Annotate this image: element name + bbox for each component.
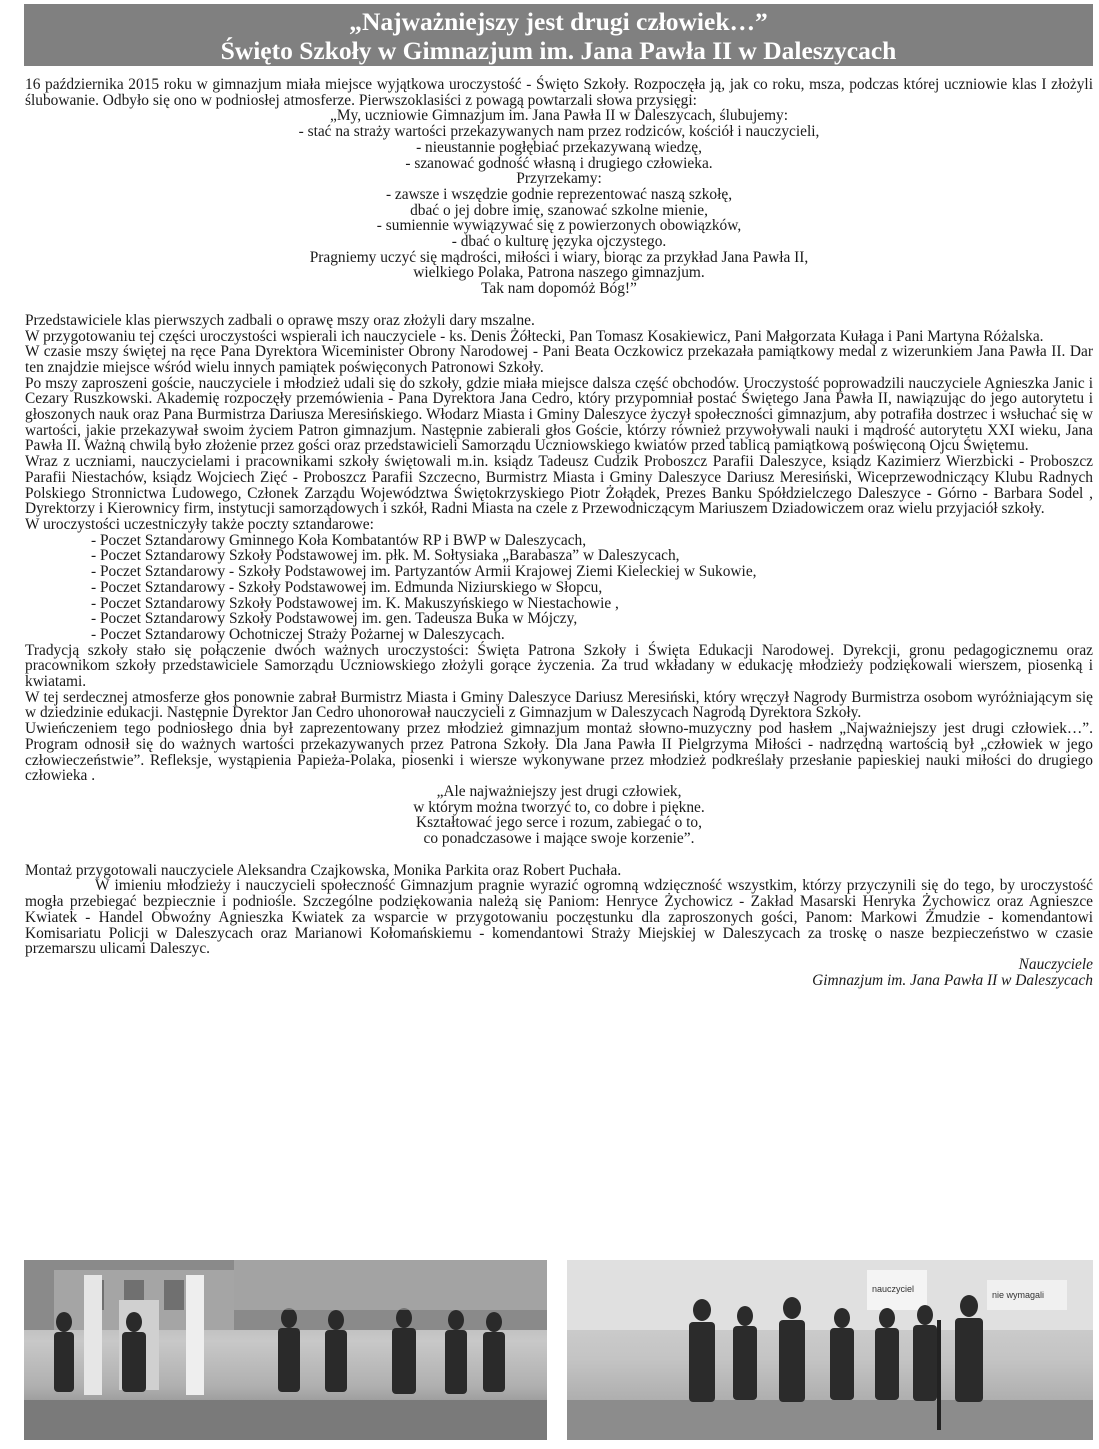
banner-list: [25, 533, 1093, 643]
intro-paragraph: 16 października 2015 roku w gimnazjum miała miejsce wyjątkowa uroczystość - Święto Szkoły. Rozpoczęła ją, jak co roku, msza, podczas której uczniowie klas I złożyli ślubowanie. Odbyło się ono w podniosłej atmosferze. Pierwszoklasiści z powagą powtarzali słowa przysięgi:: [25, 76, 1093, 109]
banner-list-item: - Poczet Sztandarowy - Szkoły Podstawowej im. Edmunda Niziurskiego w Słopcu,: [91, 578, 603, 596]
banner-text-2: nie wymagali: [992, 1290, 1045, 1300]
banner-list-item: - Poczet Sztandarowy Ochotniczej Straży Pożarnej w Daleszycach.: [91, 625, 505, 643]
oath-line: - zawsze i wszędzie godnie reprezentować naszą szkołę,: [385, 185, 733, 203]
quote-line: Kształtować jego serce i rozum, zabiegać o to,: [416, 814, 702, 832]
quote-block: [25, 784, 1093, 847]
signature-line1: Nauczyciele: [1018, 955, 1093, 973]
body-paragraph: Wraz z uczniami, nauczycielami i pracownikami szkoły świętowali m.in. ksiądz Tadeusz Cudzik Proboszcz Parafii Daleszyce, ksiądz Kazimierz Wierzbicki - Proboszcz Parafii Niestachów, ksiądz Wojciech Zięć - Proboszcz Parafii Szczecno, Burmistrz Miasta i Gminy Daleszyce Dariusz Meresiński, Wiceprzewodniczący Klubu Radnych Polskiego Stronnictwa Ludowego, Członek Zarządu Województwa Świętokrzyskiego Piotr Żołądek, Prezes Banku Spółdzielczego Daleszyce - Górno - Barbara Sodel , Dyrektorzy i Kierownicy firm, instytucji samorządowych i szkół, Radni Miasta na czele z Przewodniczącym Mariuszem Dziadowiczem oraz wielu przyjaciół szkoły.: [25, 453, 1093, 518]
body-paragraph: Tradycją szkoły stało się połączenie dwóch ważnych uroczystości: Święta Patrona Szkoły i Święta Edukacji Narodowej. Dyrekcji, gronu pedagogicznemu oraz pracownikom szkoły przedstawiciele Samorządu Uczniowskiego złożyli gorące życzenia. Za trud wkładany w edukację młodzieży podziękowali wierszem, piosenką i kwiatami.: [25, 641, 1093, 691]
body-paragraph: Uwieńczeniem tego podniosłego dnia był zaprezentowany przez młodzież gimnazjum montaż słowno-muzyczny pod hasłem „Najważniejszy jest drugi człowiek…”. Program odnosił się do ważnych wartości przekazywanych przez Patrona Szkoły. Dla Jana Pawła II Pielgrzyma Miłości - nadrzędną wartością był „człowiek w jego człowieczeństwie”. Refleksje, wystąpienia Papieża-Polaka, piosenki i wiersze wykonywane przez młodzież podkreślały przesłanie papieskiej nauki miłości do drugiego człowieka .: [25, 720, 1093, 785]
oath-block: [25, 108, 1093, 296]
quote-line: w którym można tworzyć to, co dobre i piękne.: [413, 798, 705, 816]
oath-line: - szanować godność własną i drugiego człowieka.: [405, 154, 713, 172]
oath-line: - nieustannie pogłębiać przekazywaną wiedzę,: [416, 138, 702, 156]
body-paragraph: W tej serdecznej atmosferze głos ponownie zabrał Burmistrz Miasta i Gminy Daleszyce Dariusz Meresiński, który wręczył Nagrody Burmistrza osobom wyróżniającym się w dziedzinie edukacji. Następnie Dyrektor Jan Cedro uhonorował nauczycieli z Gimnazjum w Daleszycach Nagrodą Dyrektora Szkoły.: [25, 688, 1093, 722]
oath-line: „My, uczniowie Gimnazjum im. Jana Pawła II w Daleszycach, ślubujemy:: [329, 107, 789, 125]
article-body: [25, 77, 1093, 988]
signature-line2: Gimnazjum im. Jana Pawła II w Daleszycach: [812, 971, 1093, 989]
oath-line: Przyrzekamy:: [516, 170, 602, 188]
header-title-line2: Święto Szkoły w Gimnazjum im. Jana Pawła II w Daleszycach: [220, 36, 897, 65]
oath-line: - stać na straży wartości przekazywanych nam przez rodziców, kościół i nauczycieli,: [298, 123, 820, 141]
body-paragraph: W czasie mszy świętej na ręce Pana Dyrektora Wiceminister Obrony Narodowej - Pani Beata Oczkowicz przekazała pamiątkowy medal z wizerunkiem Jana Pawła II. Dar ten znajdzie miejsce wśród wielu innych pamiątek poświęconych Patronowi Szkoły.: [25, 343, 1093, 376]
oath-line: Tak nam dopomóż Bóg!”: [481, 280, 637, 298]
body-paragraph: W uroczystości uczestniczyły także poczty sztandarowe:: [25, 515, 374, 533]
header-title-line1: „Najważniejszy jest drugi człowiek…”: [349, 7, 768, 36]
oath-line: - dbać o kulturę języka ojczystego.: [451, 233, 667, 251]
oath-line: dbać o jej dobre imię, szanować szkolne mienie,: [410, 201, 708, 219]
article-header: [24, 4, 1093, 66]
banner-list-item: - Poczet Sztandarowy - Szkoły Podstawowej im. Partyzantów Armii Krajowej Ziemi Kieleckiej w Sukowie,: [91, 563, 757, 581]
banner-list-item: - Poczet Sztandarowy Gminnego Koła Kombatantów RP i BWP w Daleszycach,: [91, 531, 587, 549]
photo-strip: [24, 1260, 1093, 1440]
students-photo: [24, 1260, 547, 1440]
body-paragraph: Po mszy zaproszeni goście, nauczyciele i młodzież udali się do szkoły, gdzie miała miejsce dalsza część obchodów. Uroczystość poprowadzili nauczyciele Agnieszka Janic i Cezary Ruszkowski. Akademię rozpoczęły przemówienia - Pana Dyrektora Jana Cedro, który przypomniał postać Świętego Jana Pawła II, nawiązując do jego autorytetu i głoszonych nauk oraz Pana Burmistrza Dariusza Meresińskiego. Włodarz Miasta i Gminy Daleszyce życzył społeczności gimnazjum, aby potrafiła dostrzec i wsłuchać się w wartości, jakie przekazywał swoim życiem Patron gimnazjum. Następnie zabierali głos Goście, którzy również przywoływali nauki i mądrość autorytetu XXI wieku, Jana Pawła II. Ważną chwilą było złożenie przez gości oraz przedstawicieli Samorządu Uczniowskiego kwiatów przed tablicą pamiątkową poświęconą Ojcu Świętemu.: [25, 374, 1093, 455]
body-paragraph: Przedstawiciele klas pierwszych zadbali o oprawę mszy oraz złożyli dary mszalne.: [25, 311, 535, 329]
oath-line: Pragniemy uczyć się mądrości, miłości i wiary, biorąc za przykład Jana Pawła II,: [309, 248, 809, 266]
oath-line: wielkiego Polaka, Patrona naszego gimnazjum.: [413, 264, 705, 282]
thanks-paragraph: W imieniu młodzieży i nauczycieli społeczność Gimnazjum pragnie wyrazić ogromną wdzięczność wszystkim, którzy przyczynili się do tego, by uroczystość mogła przebiegać bezpiecznie i podniośle. Szczególne podziękowania należą się Paniom: Henryce Żychowicz - Zakład Masarski Henryka Żychowicz oraz Agnieszce Kwiatek - Handel Obwoźny Agnieszka Kwiatek za wsparcie w przygotowaniu poczęstunku dla zaproszonych gości, Panom: Markowi Żmudzie - komendantowi Komisariatu Policji w Daleszycach oraz Marianowi Kołomańskiemu - komendantowi Straży Miejskiej w Daleszycach za troskę o nasze bezpieczeństwo w czasie przemarszu ulicami Daleszyc.: [25, 877, 1093, 958]
quote-line: co ponadczasowe i mające swoje korzenie”.: [423, 830, 695, 848]
banner-list-item: - Poczet Sztandarowy Szkoły Podstawowej im. płk. M. Sołtysiaka „Barabasza” w Daleszycach,: [91, 547, 680, 565]
body-paragraph: W przygotowaniu tej części uroczystości wspierali ich nauczyciele - ks. Denis Żółtecki, Pan Tomasz Kosakiewicz, Pani Małgorzata Kułaga i Pani Martyna Różalska.: [25, 327, 1044, 345]
montage-paragraph: Montaż przygotowali nauczyciele Aleksandra Czajkowska, Monika Parkita oraz Robert Puchała.: [25, 861, 622, 879]
oath-line: - sumiennie wywiązywać się z powierzonych obowiązków,: [376, 217, 742, 235]
guests-photo: [567, 1260, 1093, 1440]
banner-text-1: nauczyciel: [872, 1284, 915, 1294]
banner-list-item: - Poczet Sztandarowy Szkoły Podstawowej im. gen. Tadeusza Buka w Mójczy,: [91, 610, 578, 628]
quote-line: „Ale najważniejszy jest drugi człowiek,: [436, 782, 682, 800]
banner-list-item: - Poczet Sztandarowy Szkoły Podstawowej im. K. Makuszyńskiego w Niestachowie ,: [91, 594, 619, 612]
